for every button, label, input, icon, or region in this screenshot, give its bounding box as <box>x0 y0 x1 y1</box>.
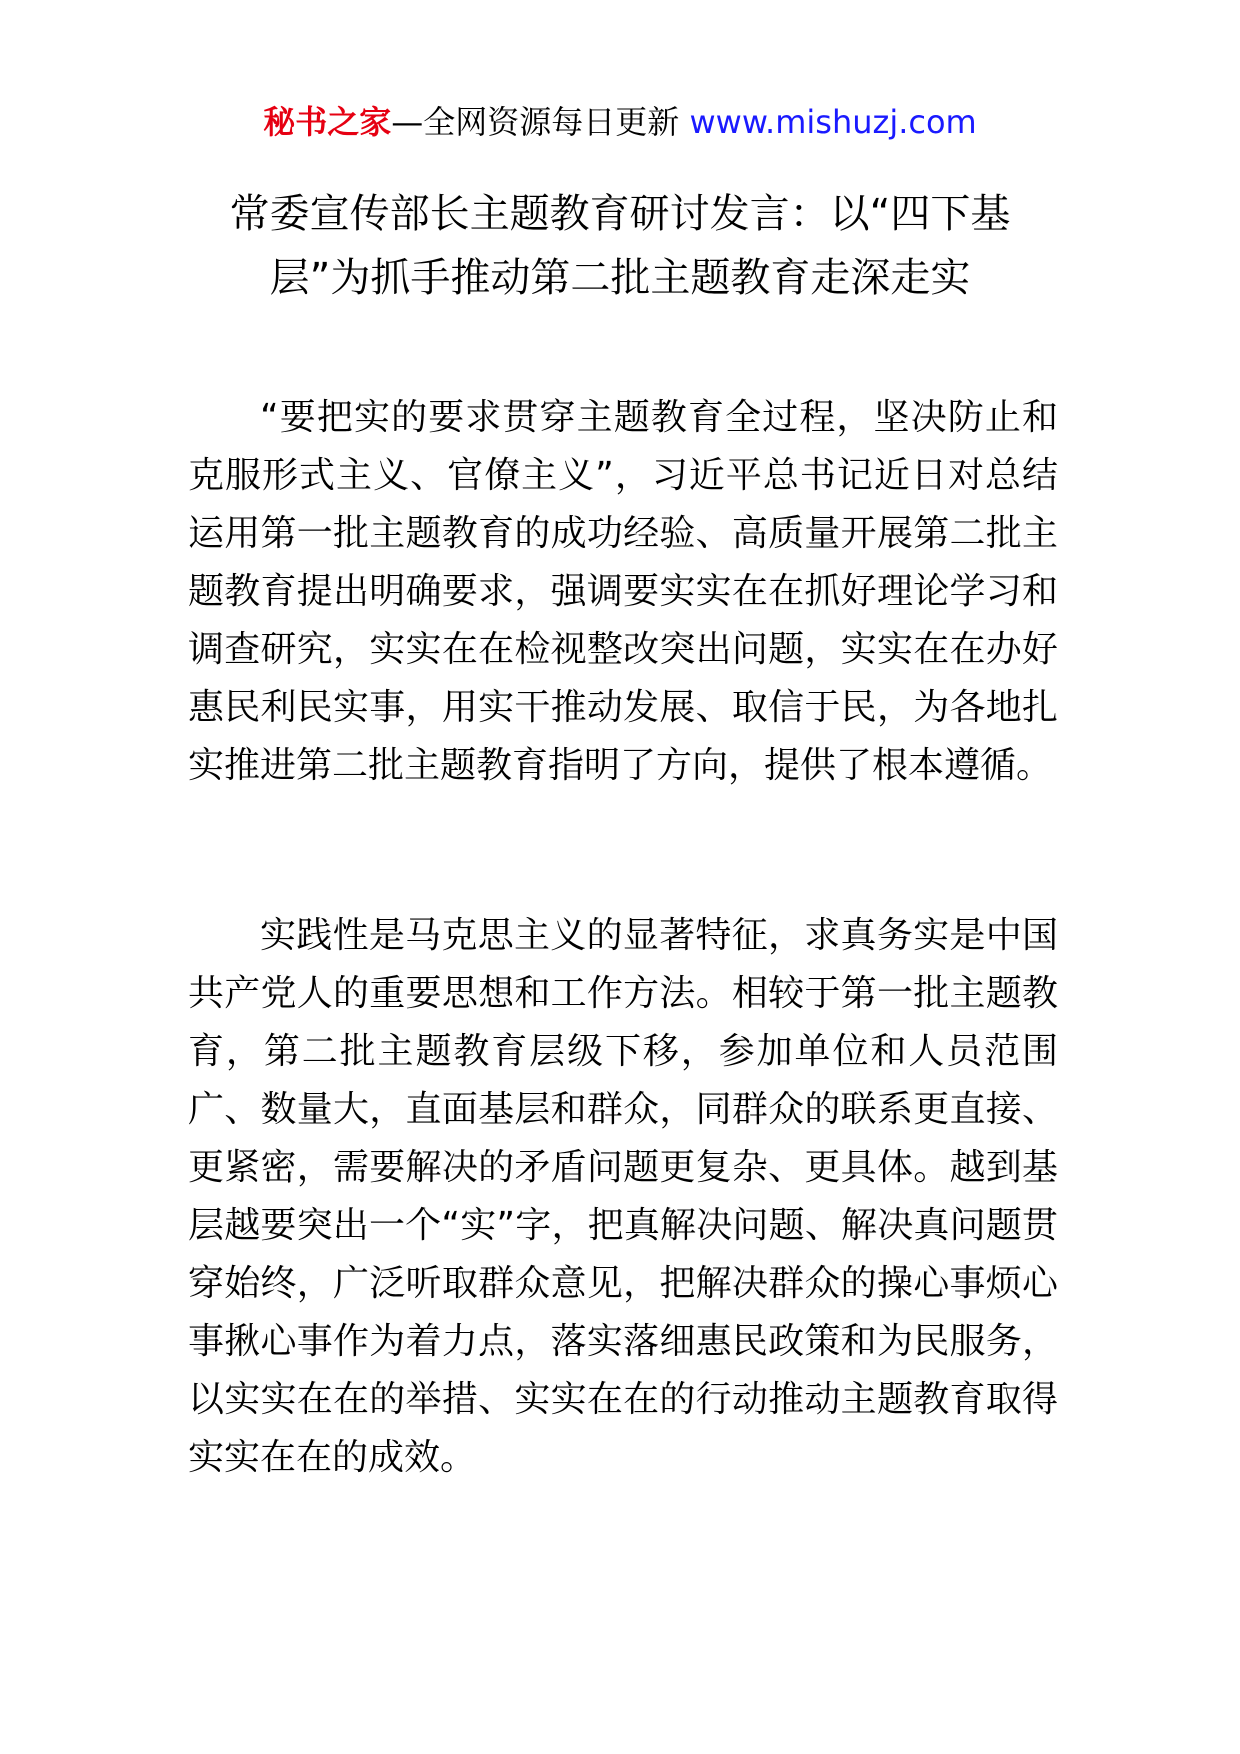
brand-name: 秘书之家 <box>263 103 392 141</box>
header-tagline: —全网资源每日更新 <box>391 103 680 141</box>
paragraph-1: “要把实的要求贯穿主题教育全过程，坚决防止和克服形式主义、官僚主义”，习近平总书记近日对总结运用第一批主题教育的成功经验、高质量开展第二批主题教育提出明确要求，强调要实实在在抓好理论学习和调查研究，实实在在检视整改突出问题，实实在在办好惠民利民实事，用实干推动发展、取信于民，为各地扎实推进第二批主题教育指明了方向，提供了根本遵循。 <box>188 397 1058 786</box>
document-title: 常委宣传部长主题教育研讨发言：以“四下基层”为抓手推动第二批主题教育走深走实 <box>229 191 1011 301</box>
paragraph-2: 实践性是马克思主义的显著特征，求真务实是中国共产党人的重要思想和工作方法。相较于第一批主题教育，第二批主题教育层级下移，参加单位和人员范围广、数量大，直面基层和群众，同群众的联系更直接、更紧密，需要解决的矛盾问题更复杂、更具体。越到基层越要突出一个“实”字，把真解决问题、解决真问题贯穿始终，广泛听取群众意见，把解决群众的操心事烦心事揪心事作为着力点，落实落细惠民政策和为民服务，以实实在在的举措、实实在在的行动推动主题教育取得实实在在的成效。 <box>188 915 1058 1478</box>
site-link[interactable]: www.mishuzj.com <box>689 103 977 141</box>
page-header <box>0 98 1240 146</box>
